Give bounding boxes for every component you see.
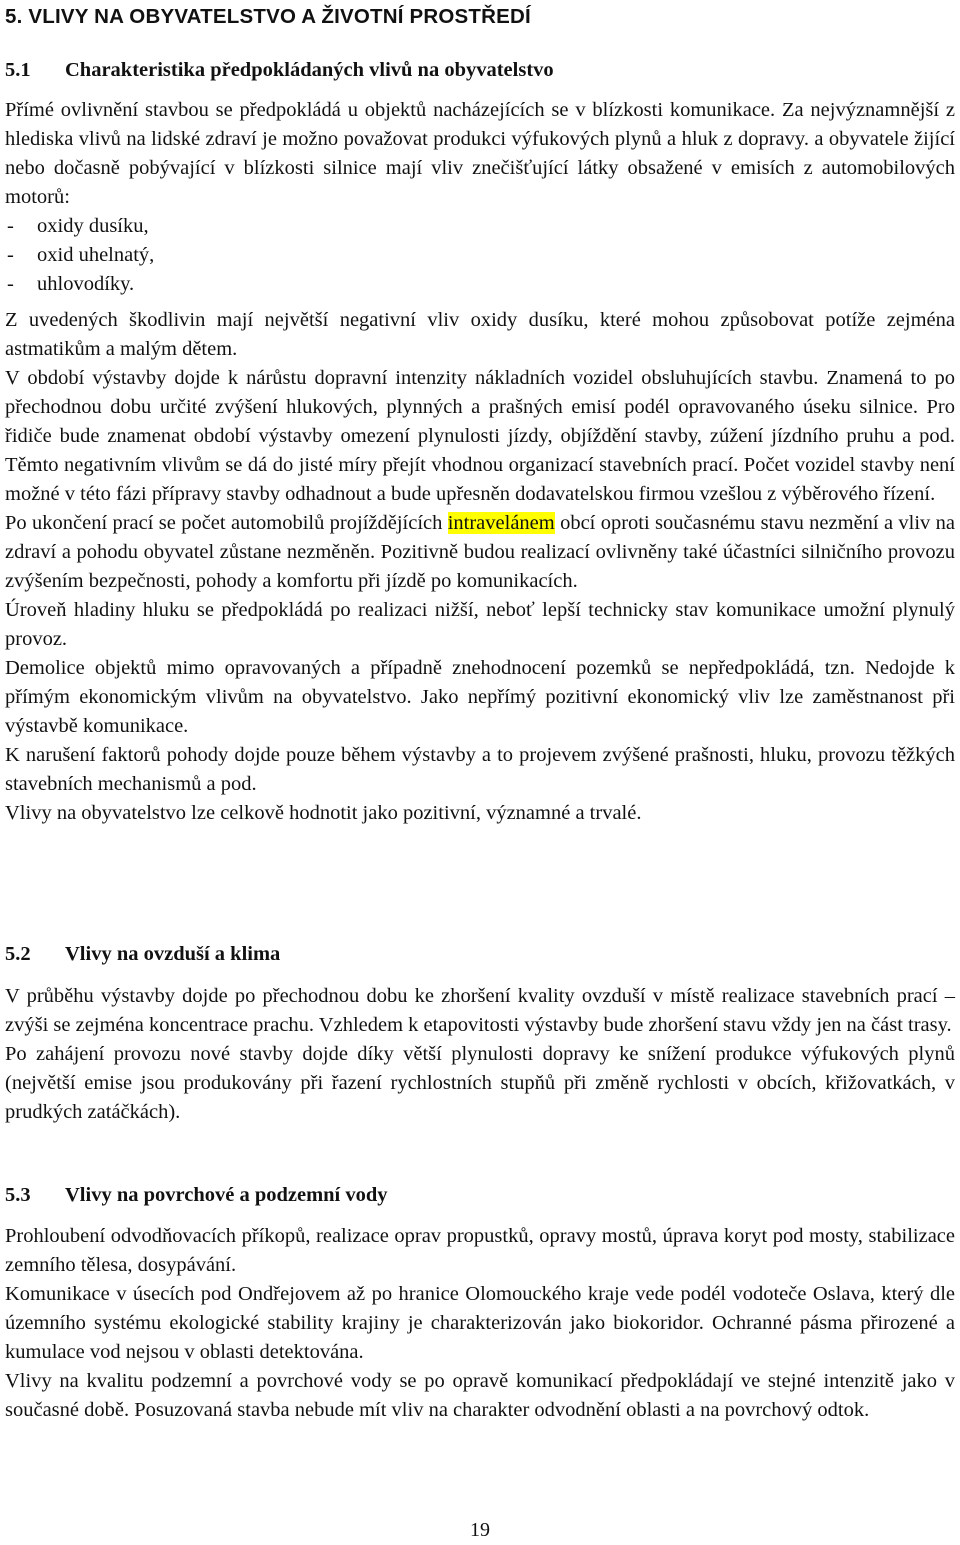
section-title: Vlivy na povrchové a podzemní vody xyxy=(65,1184,388,1206)
paragraph: Komunikace v úsecích pod Ondřejovem až po hranice Olomouckého kraje vede podél vodoteče Oslava, který dle územního systému ekologické stability krajiny je charakterizován jako biokoridor. Ochranné pásma přirozené a kumulace vod nejsou v oblasti detektována. xyxy=(5,1283,955,1363)
section-heading-5-2 xyxy=(5,940,280,969)
paragraph: Po zahájení provozu nové stavby dojde díky větší plynulosti dopravy ke snížení produkce výfukových plynů (největší emise jsou produkovány při řazení rychlostních stupňů při změně rychlosti v obcích, křižovatkách, v prudkých zatáčkách). xyxy=(5,1043,955,1123)
section-5-1-body-cont xyxy=(5,306,955,828)
paragraph: V období výstavby dojde k nárůstu dopravní intenzity nákladních vozidel obsluhujících stavbu. Znamená to po přechodnou dobu určité zvýšení hlukových, plynných a prašných emisí podél opravovaného úseku silnice. Pro řidiče bude znamenat období výstavby omezení plynulosti jízdy, objíždění stavby, zúžení jízdního pruhu a pod. Těmto negativním vlivům se dá do jisté míry přejít vhodnou organizací stavebních prací. Počet vozidel stavby není možné v této fázi přípravy stavby odhadnout a bude upřesněn dodavatelskou firmou vzešlou z výběrového řízení. xyxy=(5,367,955,505)
chapter-heading: 5. VLIVY NA OBYVATELSTVO A ŽIVOTNÍ PROSTŘEDÍ xyxy=(5,5,531,28)
paragraph: Demolice objektů mimo opravovaných a případně znehodnocení pozemků se nepředpokládá, tzn. Nedojde k přímým ekonomickým vlivům na obyvatelstvo. Jako nepřímý pozitivní ekonomický vliv lze zaměstnanost při výstavbě komunikace. xyxy=(5,657,955,737)
section-title: Vlivy na ovzduší a klima xyxy=(65,943,281,965)
pollutant-list xyxy=(5,212,955,299)
paragraph: Z uvedených škodlivin mají největší negativní vliv oxidy dusíku, které mohou způsobovat potíže zejména astmatikům a malým dětem. xyxy=(5,309,955,360)
list-item: - uhlovodíky. xyxy=(7,273,135,295)
section-number: 5.2 xyxy=(5,943,31,965)
paragraph: K narušení faktorů pohody dojde pouze během výstavby a to projevem zvýšené prašnosti, hluku, provozu těžkých stavebních mechanismů a pod. xyxy=(5,744,955,795)
paragraph: Úroveň hladiny hluku se předpokládá po realizaci nižší, neboť lepší technicky stav komunikace umožní plynulý provoz. xyxy=(5,599,955,650)
paragraph: V průběhu výstavby dojde po přechodnou dobu ke zhoršení kvality ovzduší v místě realizace stavebních prací – zvýši se zejména koncentrace prachu. Vzhledem k etapovitosti výstavby bude zhoršení stavu vždy jen na část trasy. xyxy=(5,985,955,1036)
section-heading-5-1 xyxy=(5,56,554,85)
paragraph: Vlivy na obyvatelstvo lze celkově hodnotit jako pozitivní, významné a trvalé. xyxy=(5,802,642,824)
section-5-3-body xyxy=(5,1222,955,1425)
paragraph: Prohloubení odvodňovacích příkopů, realizace oprav propustků, opravy mostů, úprava koryt pod mosty, stabilizace zemního tělesa, dosypávání. xyxy=(5,1225,955,1276)
section-number: 5.1 xyxy=(5,59,31,81)
highlighted-word: intravelánem xyxy=(447,512,555,534)
paragraph: Přímé ovlivnění stavbou se předpokládá u objektů nacházejících se v blízkosti komunikace. Za nejvýznamnější z hlediska vlivů na lidské zdraví je možno považovat produkci výfukových plynů a hluk z dopravy. a obyvatele žijící nebo dočasně pobývající v blízkosti silnice mají vliv znečišťující látky obsažené v emisích z automobilových motorů: xyxy=(5,99,955,208)
paragraph: Vlivy na kvalitu podzemní a povrchové vody se po opravě komunikací předpokládají ve stejné intenzitě jako v současné době. Posuzovaná stavba nebude mít vliv na charakter odvodnění oblasti a na povrchový odtok. xyxy=(5,1370,955,1421)
paragraph: Po ukončení prací se počet automobilů projíždějících intravelánem obcí oproti současnému stavu nezmění a vliv na zdraví a pohodu obyvatel zůstane nezměněn. Pozitivně budou realizací ovlivněny také účastníci silničního provozu zvýšením bezpečnosti, pohody a komfortu při jízdě po komunikacích. xyxy=(5,512,955,592)
list-item: - oxid uhelnatý, xyxy=(7,244,155,266)
section-5-2-body xyxy=(5,982,955,1127)
section-5-1-body xyxy=(5,96,955,299)
section-title: Charakteristika předpokládaných vlivů na obyvatelstvo xyxy=(65,59,554,81)
section-heading-5-3 xyxy=(5,1181,388,1210)
section-number: 5.3 xyxy=(5,1184,31,1206)
page-number: 19 xyxy=(470,1519,490,1541)
list-item: - oxidy dusíku, xyxy=(7,215,149,237)
